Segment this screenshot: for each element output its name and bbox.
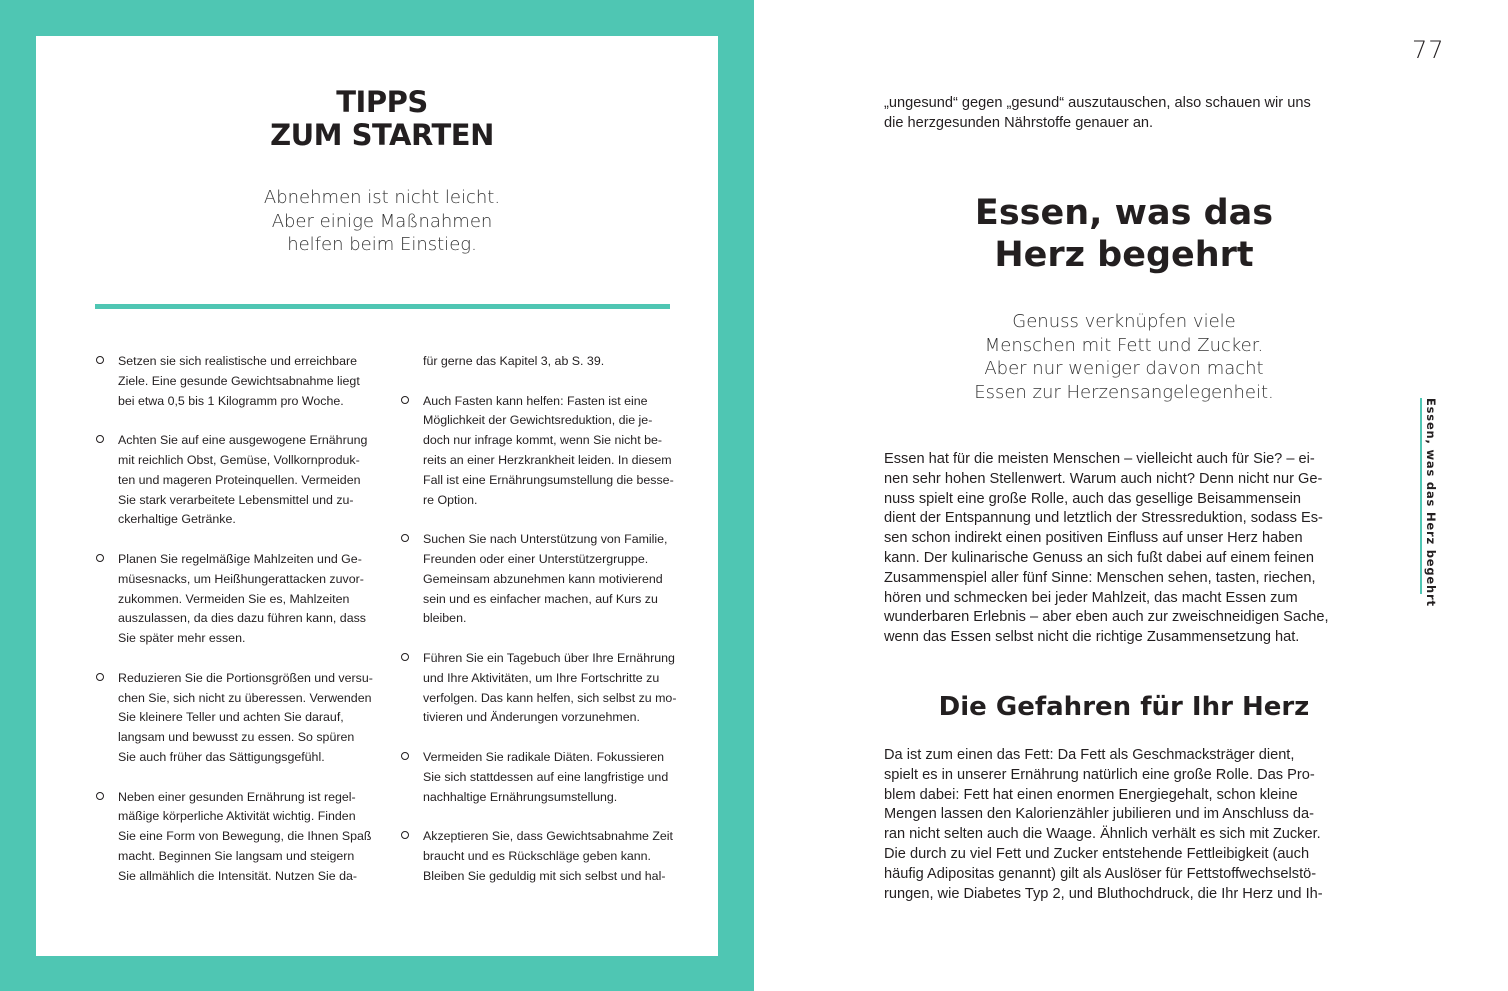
text-line: hören und schmecken bei jeder Mahlzeit, das macht Essen zum xyxy=(884,589,1298,606)
tip-item xyxy=(118,669,373,768)
tip-item xyxy=(118,431,370,530)
text-line: Akzeptieren Sie, dass Gewichtsabnahme Zeit xyxy=(423,829,674,844)
lead-text xyxy=(884,310,1364,404)
text-line: Sie später mehr essen. xyxy=(118,631,246,646)
text-line: wenn das Essen selbst nicht die richtige Zusammensetzung hat. xyxy=(884,629,1300,646)
text-line: nuss spielt eine große Rolle, auch das gesellige Beisammensein xyxy=(884,490,1301,507)
text-line: kann. Der kulinarische Genuss an sich fußt dabei auf einem feinen xyxy=(884,549,1314,566)
circle-bullet-icon xyxy=(96,356,104,364)
lead-line: Menschen mit Fett und Zucker. xyxy=(984,334,1264,356)
text-line: doch nur infrage kommt, wenn Sie nicht be- xyxy=(423,433,662,448)
circle-bullet-icon xyxy=(401,534,409,542)
subtitle-line: Abnehmen ist nicht leicht. xyxy=(263,187,501,208)
text-line: Die durch zu viel Fett und Zucker entstehende Fettleibigkeit (auch xyxy=(884,845,1310,862)
text-line: ran nicht selten auch die Waage. Ähnlich verhält es sich mit Zucker. xyxy=(884,826,1321,843)
tips-box xyxy=(36,36,718,956)
tip-item xyxy=(118,550,370,649)
text-line: Sie auch früher das Sättigungsgefühl. xyxy=(118,749,325,764)
text-line: rungen, wie Diabetes Typ 2, und Bluthochdruck, die Ihr Herz und Ih- xyxy=(884,885,1323,902)
tip-item xyxy=(423,827,679,886)
text-line: Mengen lassen den Kalorienzähler jubilieren und im Anschluss da- xyxy=(884,806,1314,823)
tip-item xyxy=(423,392,679,511)
text-line: ckerhaltige Getränke. xyxy=(118,512,236,527)
circle-bullet-icon xyxy=(96,673,104,681)
text-line: „ungesund“ gegen „gesund“ auszutauschen, also schauen wir uns xyxy=(884,95,1311,111)
text-line: langsam und bewusst zu essen. So spüren xyxy=(118,730,355,745)
text-line: Sie kleinere Teller und achten Sie darauf, xyxy=(118,710,344,725)
running-head xyxy=(1420,398,1442,607)
lead-line: Aber nur weniger davon macht xyxy=(984,358,1264,379)
text-line: Zusammenspiel aller fünf Sinne: Menschen sehen, tasten, riechen, xyxy=(884,569,1316,586)
text-line: Vermeiden Sie radikale Diäten. Fokussieren xyxy=(423,749,665,764)
tips-box-title xyxy=(36,86,728,152)
tip-item xyxy=(423,649,679,728)
subtitle-line: Aber einige Maßnahmen xyxy=(271,210,493,232)
text-line: Freunden oder einer Unterstützergruppe. xyxy=(423,551,649,566)
circle-bullet-icon xyxy=(96,792,104,800)
text-line: Ziele. Eine gesunde Gewichtsabnahme liegt xyxy=(118,373,360,388)
page-number: 77 xyxy=(1412,36,1445,64)
heading-line: Essen, was das xyxy=(974,193,1274,233)
text-line: re Option. xyxy=(423,492,478,507)
tips-column-1 xyxy=(118,352,373,906)
section-heading: Die Gefahren für Ihr Herz xyxy=(938,692,1310,722)
heading-line: Herz begehrt xyxy=(994,235,1254,275)
text-line: nachhaltige Ernährungsumstellung. xyxy=(423,789,618,804)
divider-rule xyxy=(95,304,670,309)
text-line: tivieren und Änderungen vorzunehmen. xyxy=(423,710,640,725)
text-line: bleiben. xyxy=(423,611,467,626)
circle-bullet-icon xyxy=(401,396,409,404)
text-line: ten und mageren Proteinquellen. Vermeiden xyxy=(118,472,361,487)
tips-box-subtitle xyxy=(36,186,728,257)
running-head-text: Essen, was das Herz begehrt xyxy=(1424,398,1438,607)
text-line: wunderbaren Erlebnis – aber eben auch zur zweischneidigen Sache, xyxy=(884,609,1329,626)
text-line: Sie allmählich die Intensität. Nutzen Sie da- xyxy=(118,868,357,883)
tip-item xyxy=(423,748,679,807)
text-line: Sie stark verarbeitete Lebensmittel und zu- xyxy=(118,492,354,507)
body-paragraph-1 xyxy=(884,450,1364,648)
circle-bullet-icon xyxy=(401,653,409,661)
text-line: Planen Sie regelmäßige Mahlzeiten und Ge- xyxy=(118,551,362,566)
text-line: Sie sich stattdessen auf eine langfristige und xyxy=(423,769,669,784)
tip-line: für gerne das Kapitel 3, ab S. 39. xyxy=(423,354,605,368)
text-line: macht. Beginnen Sie langsam und steigern xyxy=(118,848,355,863)
text-line: und Ihre Aktivitäten, um Ihre Fortschritte zu xyxy=(423,670,660,685)
text-line: Fall ist eine Ernährungsumstellung die besse- xyxy=(423,472,674,487)
text-line: Sie eine Form von Bewegung, die Ihnen Spaß xyxy=(118,829,372,844)
text-line: die herzgesunden Nährstoffe genauer an. xyxy=(884,114,1154,131)
lead-line: Essen zur Herzensangelegenheit. xyxy=(974,381,1274,403)
text-line: Neben einer gesunden Ernährung ist regel- xyxy=(118,789,356,804)
text-line: mit reichlich Obst, Gemüse, Vollkornproduk- xyxy=(118,452,360,467)
text-line: Setzen sie sich realistische und erreichbare xyxy=(118,354,357,368)
text-line: Reduzieren Sie die Portionsgrößen und versu- xyxy=(118,670,373,685)
text-line: Gemeinsam abzunehmen kann motivierend xyxy=(423,571,663,586)
intro-paragraph xyxy=(884,94,1364,134)
text-line: braucht und es Rückschläge geben kann. xyxy=(423,848,652,863)
text-line: auszulassen, da dies dazu führen kann, dass xyxy=(118,611,366,626)
text-line: bei etwa 0,5 bis 1 Kilogramm pro Woche. xyxy=(118,393,344,408)
text-line: verfolgen. Das kann helfen, sich selbst zu mo- xyxy=(423,690,677,705)
text-line: Achten Sie auf eine ausgewogene Ernährung xyxy=(118,433,368,448)
title-line: TIPPS xyxy=(336,85,428,119)
tip-item xyxy=(118,352,370,411)
chapter-heading xyxy=(884,192,1364,276)
text-line: Möglichkeit der Gewichtsreduktion, die je- xyxy=(423,413,653,428)
tip-item xyxy=(423,530,679,629)
text-line: Da ist zum einen das Fett: Da Fett als Geschmacksträger dient, xyxy=(884,747,1295,763)
circle-bullet-icon xyxy=(401,831,409,839)
text-line: zukommen. Vermeiden Sie es, Mahlzeiten xyxy=(118,591,350,606)
tip-item xyxy=(118,788,370,887)
text-line: blem dabei: Fett hat einen enormen Energiegehalt, schon kleine xyxy=(884,786,1298,803)
text-line: dient der Entspannung und letztlich der Stressreduktion, sodass Es- xyxy=(884,510,1323,527)
title-line: ZUM STARTEN xyxy=(270,118,494,152)
text-line: sen schon indirekt einen positiven Einfluss auf unser Herz haben xyxy=(884,530,1303,547)
text-line: müsesnacks, um Heißhungerattacken zuvor- xyxy=(118,571,364,586)
tips-column-2 xyxy=(423,352,679,906)
text-line: nen sehr hohen Stellenwert. Warum auch nicht? Denn nicht nur Ge- xyxy=(884,470,1323,487)
text-line: spielt es in unserer Ernährung natürlich eine große Rolle. Das Pro- xyxy=(884,766,1315,783)
lead-line: Genuss verknüpfen viele xyxy=(1012,311,1236,332)
text-line: sein und es einfacher machen, auf Kurs zu xyxy=(423,591,658,606)
text-line: chen Sie, sich nicht zu überessen. Verwenden xyxy=(118,690,372,705)
circle-bullet-icon xyxy=(401,752,409,760)
text-line: Bleiben Sie geduldig mit sich selbst und hal- xyxy=(423,868,666,883)
text-line: Führen Sie ein Tagebuch über Ihre Ernährung xyxy=(423,650,675,665)
text-line: Suchen Sie nach Unterstützung von Familie, xyxy=(423,532,668,547)
text-line: Essen hat für die meisten Menschen – vielleicht auch für Sie? – ei- xyxy=(884,451,1315,467)
text-line: reits an einer Herzkrankheit leiden. In diesem xyxy=(423,452,672,467)
body-paragraph-2 xyxy=(884,746,1364,904)
circle-bullet-icon xyxy=(96,435,104,443)
text-line: Auch Fasten kann helfen: Fasten ist eine xyxy=(423,393,648,408)
text-line: mäßige körperliche Aktivität wichtig. Finden xyxy=(118,809,356,824)
text-line: häufig Adipositas genannt) gilt als Auslöser für Fettstoffwechselstö- xyxy=(884,865,1317,882)
circle-bullet-icon xyxy=(96,554,104,562)
tip-continuation xyxy=(423,352,679,372)
subtitle-line: helfen beim Einstieg. xyxy=(287,234,477,255)
